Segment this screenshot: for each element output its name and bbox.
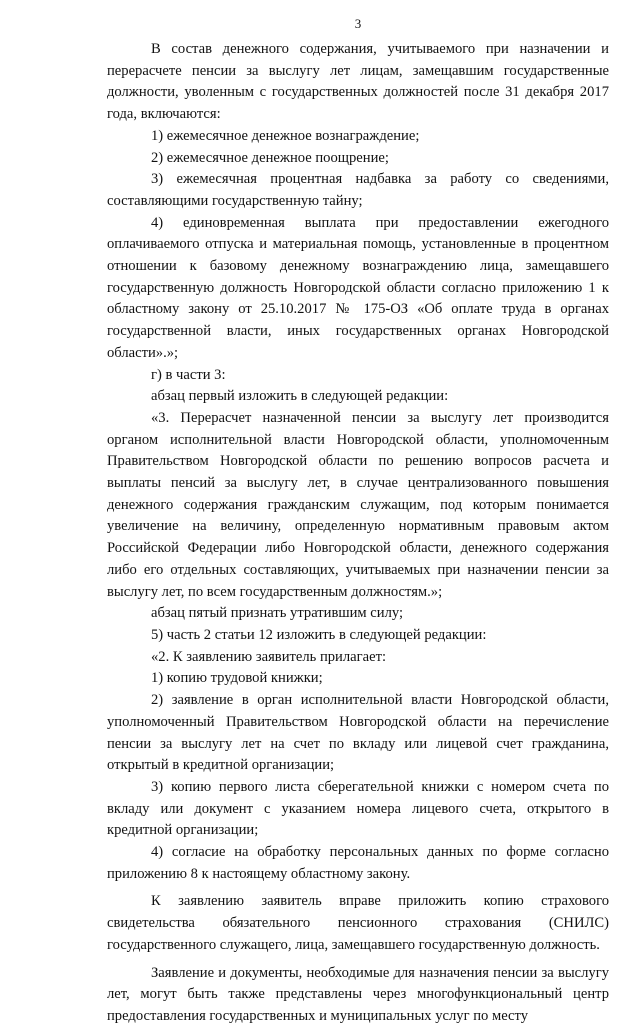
list-item-3: 3) ежемесячная процентная надбавка за работу со сведениями, составляющими государственную тайну; (107, 171, 609, 209)
page-number: 3 (354, 16, 362, 31)
paragraph-salary-composition: В состав денежного содержания, учитываемого при назначении и перерасчете пенсии за выслугу лет лицам, замещавшим государственные должности, уволенным с государственных должностей после 31 декабря 2017 года, включаются: (107, 41, 609, 123)
list-item-4: 4) единовременная выплата при предоставлении ежегодного оплачиваемого отпуска и материальная помощь, установленные в процентном отношении к базовому денежному вознаграждению лица, замещавшего государственную должность Новгородской области согласно приложению 1 к областному закону от 25.10.2017 № 175-ОЗ «Об оплате труда в органах государственной власти, иных государственных органах Новгородской области».»; (107, 214, 609, 361)
paragraph-snils: К заявлению заявитель вправе приложить копию страхового свидетельства обязательного пенсионного страхования (СНИЛС) государственного служащего, лица, замещавшего государственную должность. (107, 893, 609, 953)
paragraph-application-attachments: «2. К заявлению заявитель прилагает: (151, 648, 387, 665)
list-item-1: 1) ежемесячное денежное вознаграждение; (151, 127, 420, 144)
attachment-item-3: 3) копию первого листа сберегательной книжки с номером счета по вкладу или документ с указанием номера лицевого счета, открытого в кредитной организации; (107, 778, 609, 839)
list-item-2: 2) ежемесячное денежное поощрение; (151, 149, 389, 166)
paragraph-mfc: Заявление и документы, необходимые для назначения пенсии за выслугу лет, могут быть также представлены через многофункциональный центр предоставления государственных и муниципальных услуг по месту (107, 964, 609, 1024)
attachment-item-1: 1) копию трудовой книжки; (151, 670, 323, 687)
paragraph-first-edition: абзац первый изложить в следующей редакции: (151, 388, 449, 405)
paragraph-fifth-repealed: абзац пятый признать утратившим силу; (151, 605, 404, 622)
paragraph-recalculation: «3. Перерасчет назначенной пенсии за выслугу лет производится органом исполнительной власти Новгородской области, уполномоченным Правительством Новгородской области по решению вопросов расчета и выплаты пенсий за выслугу лет, в случае централизованного повышения денежного содержания гражданским служащим, под которым понимается увеличение на величину, определенную нормативным правовым актом Российской Федерации либо Новгородской области, денежного содержания либо его отдельных составляющих, учитываемых при назначении пенсии за выслугу лет, по всем государственным должностям.»; (107, 409, 609, 600)
subpoint-g: г) в части 3: (151, 366, 226, 383)
attachment-item-4: 4) согласие на обработку персональных данных по форме согласно приложению 8 к настоящему областному закону. (107, 844, 609, 882)
attachment-item-2: 2) заявление в орган исполнительной власти Новгородской области, уполномоченный Правительством Новгородской области на перечисление пенсии за выслугу лет на счет по вкладу или лицевой счет гражданина, открытый в кредитной организации; (107, 692, 609, 774)
point-5: 5) часть 2 статьи 12 изложить в следующей редакции: (151, 626, 487, 643)
